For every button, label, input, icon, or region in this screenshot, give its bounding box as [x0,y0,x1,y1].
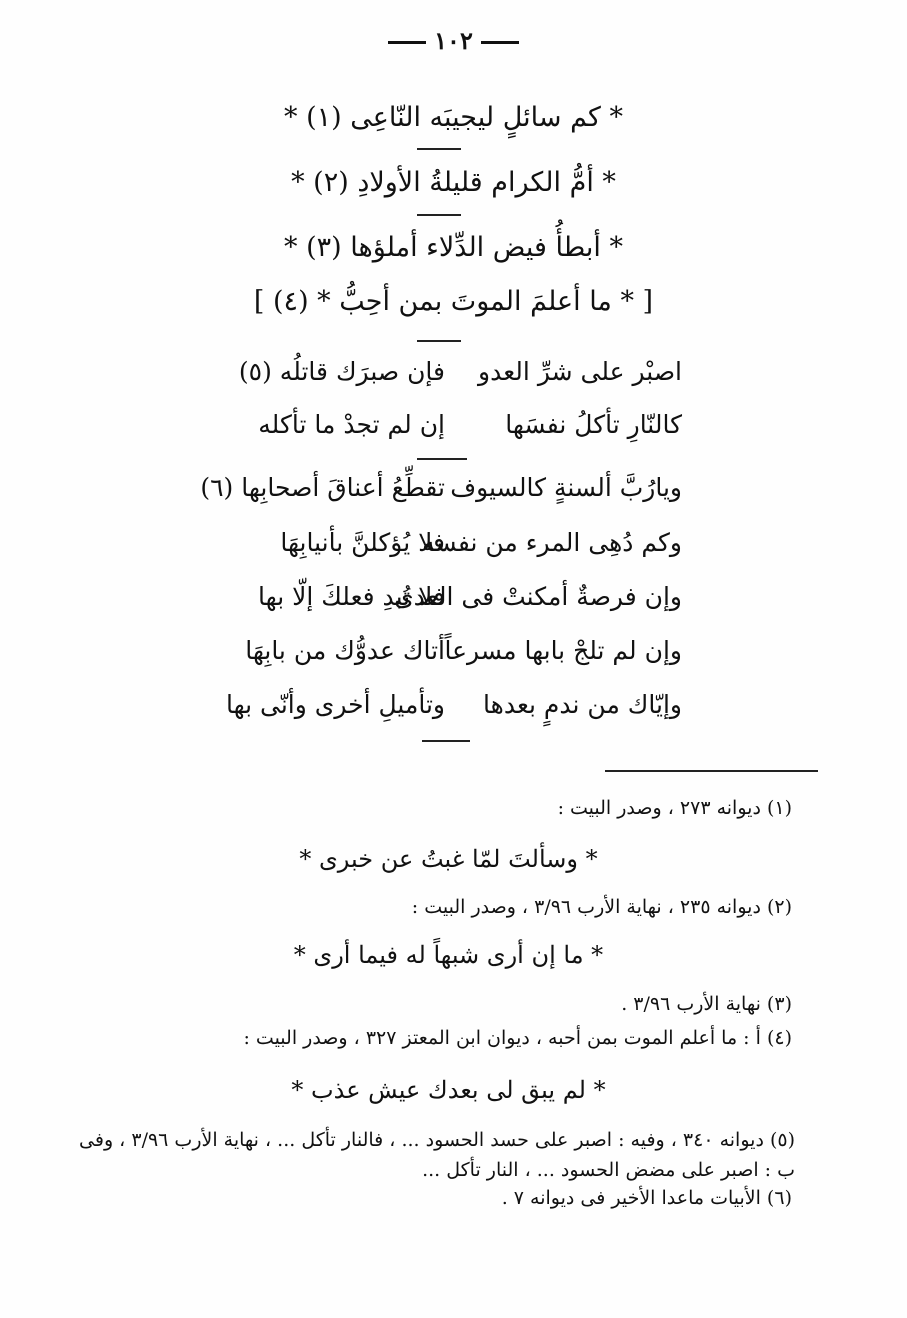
poem1-line1-second-hemistich: فإن صبرَك قاتلُه (٥) [238,357,445,386]
poem2-line5-second-hemistich: وتأميلِ أخرى وأنّى بها [225,690,445,719]
poem2-line3-second-hemistich: فلا تُبدِ فعلكَ إلّا بها [258,582,445,611]
footnote-4: (٤) أ : ما أعلم الموت بمن أحبه ، ديوان ابن المعتز ٣٢٧ ، وصدر البيت : [243,1027,792,1049]
poem2-line4-second-hemistich: أتاك عدوُّك من بابِهَا [245,636,445,665]
poem2-line1-second-hemistich: تقطِّعُ أعناقَ أصحابِها (٦) [200,473,445,502]
separator-5 [422,740,470,742]
footnote-4-quote: * لم يبق لى بعدك عيش عذب * [291,1076,606,1104]
separator-4 [417,458,467,460]
hemistich-3: * أبطأُ فيض الدِّلاء أملؤها (٣) * [284,232,623,263]
separator-2 [417,214,461,216]
poem1-line2-first-hemistich: كالنّارِ تأكلُ نفسَها [505,410,682,439]
hemistich-2: * أمُّ الكرام قليلةُ الأولادِ (٢) * [291,167,616,198]
footnote-rule [605,770,818,772]
page-number [0,26,907,55]
poem2-line1-first-hemistich: ويارُبَّ ألسنةٍ كالسيوف [450,473,682,502]
poem2-line5-first-hemistich: وإيّاك من ندمٍ بعدها [483,690,682,719]
poem1-line2-second-hemistich: إن لم تجدْ ما تأكله [258,410,445,439]
separator-3 [417,340,461,342]
poem2-line4-first-hemistich: وإن لم تلجْ بابها مسرعاً [444,636,682,665]
poem1-line1-first-hemistich: اصبْر على شرِّ العدو [478,357,682,386]
footnote-2: (٢) ديوانه ٢٣٥ ، نهاية الأرب ٣/٩٦ ، وصدر البيت : [411,896,792,918]
page-number-text: ١٠٢ [434,26,473,55]
footnote-5-line2: ب : اصبر على مضض الحسود ... ، النار تأكل ... [422,1159,795,1181]
header-dash-left [388,41,426,44]
footnote-2-quote: * ما إن أرى شبهاً له فيما أرى * [293,941,604,969]
poem2-line3-first-hemistich: وإن فرصةٌ أمكنتْ فى العدى [394,582,682,611]
separator-1 [417,148,461,150]
footnote-6: (٦) الأبيات ماعدا الأخير فى ديوانه ٧ . [501,1187,792,1209]
footnote-1: (١) ديوانه ٢٧٣ ، وصدر البيت : [557,797,792,819]
hemistich-4: [ * ما أعلمَ الموتَ بمن أحِبُّ * (٤) ] [253,286,654,317]
poem2-line2-second-hemistich: فلا يُؤكلنَّ بأنيابِهَا [280,528,445,557]
footnote-3: (٣) نهاية الأرب ٣/٩٦ . [621,993,792,1015]
header-dash-right [481,41,519,44]
footnote-1-quote: * وسألتَ لمّا غبتُ عن خبرى * [299,845,598,873]
poem2-line2-first-hemistich: وكم دُهِى المرء من نفسه [422,528,682,557]
hemistich-1: * كم سائلٍ ليجيبَه النّاعِى (١) * [283,102,623,133]
footnote-5-line1: (٥) ديوانه ٣٤٠ ، وفيه : اصبر على حسد الحسود ... ، فالنار تأكل ... ، نهاية الأرب ٣/٩٦ ، وفى [79,1129,795,1151]
